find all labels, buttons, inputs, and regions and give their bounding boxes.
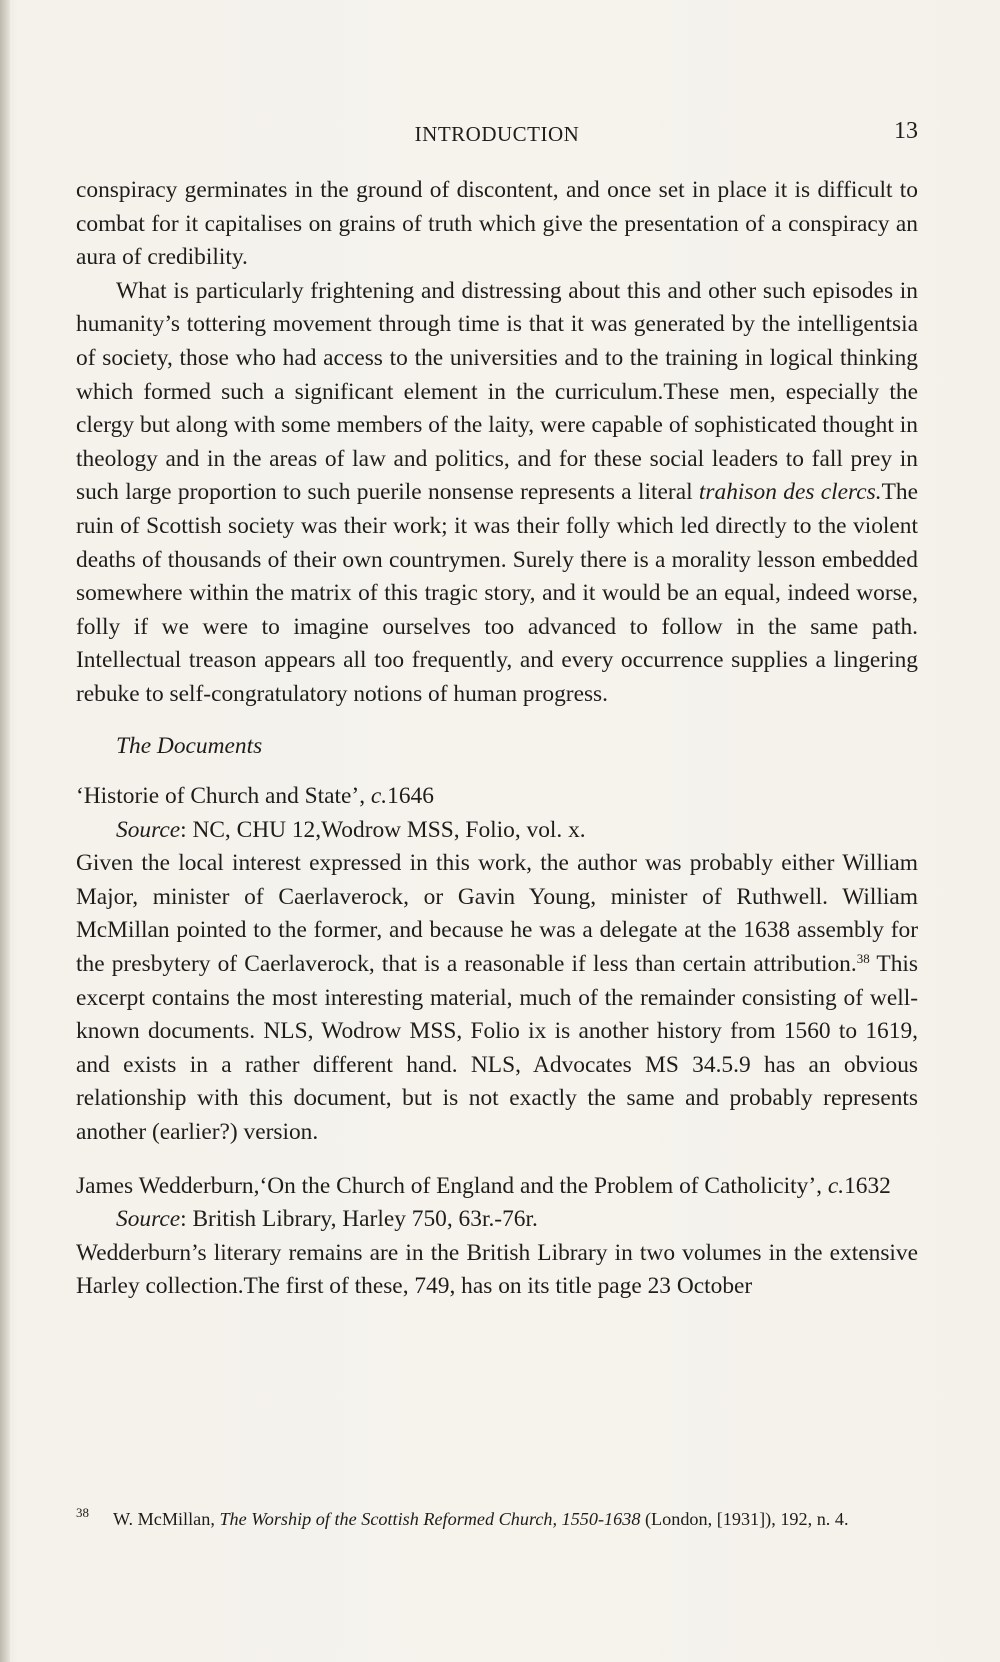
document-entry-title [76, 1170, 918, 1204]
source-text: : NC, CHU 12,Wodrow MSS, Folio, vol. x. [180, 816, 586, 843]
footnote-citation: (London, [1931]), 192, n. 4. [640, 1509, 849, 1529]
document-description [76, 847, 918, 1149]
document-source [76, 1203, 918, 1237]
page-header [76, 118, 918, 152]
entry-title-text: James Wedderburn,‘On the Church of England and the Problem of Catholicity’, [76, 1172, 828, 1199]
footnote-number: 38 [76, 1505, 89, 1520]
paragraph-text: What is particularly frightening and distressing about this and other such episodes in humanity’s tottering movement through time is that it was generated by the intelligentsia of society, those who had access to the universities and to the training in logical thinking which formed such a significant element in the curriculum.These men, especially the clergy but along with some members of the laity, were capable of sophisticated thought in theology and in the areas of law and politics, and for these social leaders to fall prey in such large proportion to such puerile nonsense represents a literal [76, 277, 918, 506]
footnote [76, 1500, 918, 1532]
source-text: : British Library, Harley 750, 63r.-76r. [180, 1206, 538, 1233]
main-text [76, 174, 918, 1304]
document-entry-title [76, 780, 918, 814]
circa-mark: c. [827, 1172, 845, 1199]
running-head: INTRODUCTION [414, 122, 580, 146]
page-number: 13 [894, 118, 918, 144]
footnote-reference[interactable]: 38 [856, 951, 870, 967]
footnote-title: The Worship of the Scottish Reformed Church, 1550-1638 [219, 1509, 641, 1529]
paragraph-text: The ruin of Scottish society was their work; it was their folly which led directly to the violent deaths of thousands of their own countrymen. Surely there is a morality lesson embedded somewhere within the matrix of this tragic story, and it would be an equal, indeed worse, folly if we were to imagine ourselves too advanced to follow in the same path. Intellectual treason appears all too frequently, and every occurrence supplies a lingering rebuke to self-congratulatory notions of human progress. [76, 479, 918, 707]
document-description: Wedderburn’s literary remains are in the British Library in two volumes in the extensive Harley collection.The first of these, 749, has on its title page 23 October [76, 1239, 918, 1300]
paragraph-continuation: conspiracy germinates in the ground of discontent, and once set in place it is difficult to combat for it capitalises on grains of truth which give the presentation of a conspiracy an aura of credibility. [76, 177, 918, 271]
page-binding-edge [0, 0, 10, 1662]
entry-title-text: ‘Historie of Church and State’, [76, 783, 371, 810]
section-heading: The Documents [116, 732, 263, 759]
source-label: Source [116, 1206, 181, 1233]
paragraph-intelligentsia [76, 275, 918, 712]
description-text: This excerpt contains the most interesting material, much of the remainder consisting of well-known documents. NLS, Wodrow MSS, Folio ix is another history from 1560 to 1619, and exists in a rather different hand. NLS, Advocates MS 34.5.9 has an obvious relationship with this document, but is not exactly the same and probably represents another (earlier?) version. [76, 951, 918, 1146]
entry-date: 1646 [387, 783, 434, 810]
footnote-author: W. McMillan, [113, 1509, 220, 1529]
entry-date: 1632 [844, 1172, 891, 1199]
document-source [76, 814, 918, 848]
source-label: Source [116, 816, 181, 843]
italic-phrase: trahison des clercs. [698, 479, 882, 506]
circa-mark: c. [370, 783, 388, 810]
description-text: Given the local interest expressed in this work, the author was probably either William Major, minister of Caerlaverock, or Gavin Young, minister of Ruthwell. William McMillan pointed to the former, and because he was a delegate at the 1638 assembly for the presbytery of Caerlaverock, that is a reasonable if less than certain attribution. [76, 850, 918, 978]
